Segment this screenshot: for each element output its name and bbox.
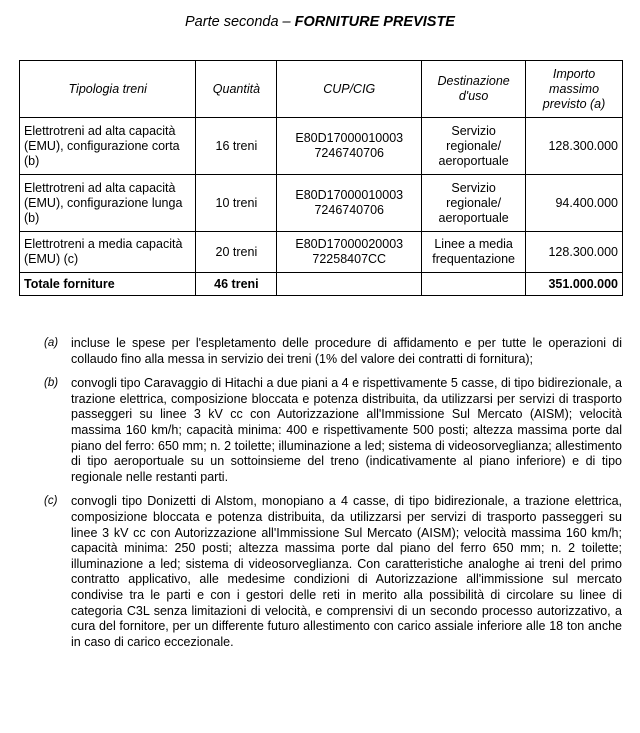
cell-cup-cig xyxy=(277,232,422,273)
footnote-label: (c) xyxy=(44,495,58,508)
cell-importo: 128.300.000 xyxy=(526,232,623,273)
title-prefix: Parte seconda – xyxy=(185,14,295,30)
page-title xyxy=(0,14,640,30)
header-tipologia: Tipologia treni xyxy=(20,61,196,118)
cell-destinazione: Linee a media frequentazione xyxy=(422,232,526,273)
footnote-text: convogli tipo Donizetti di Alstom, monopiano a 4 casse, di tipo bidirezionale, a trazione elettrica, composizione bloccata e potenza distribuita, da utilizzarsi per servizi di trasporto passeggeri su linee 3 kV cc con Autorizzazione all'Immissione Sul Mercato (AISM); velocità massima 160 km/h; capacità minima: 250 posti; altezza massima porte dal piano del ferro 650 mm; n. 2 toilette; illuminazione a led; sistema di videosorveglianza. Con caratteristiche analoghe ai treni del primo contratto applicativo, alle medesime condizioni di Autorizzazione all'immissione sul mercato condivise tra le parti e con i gestori delle reti in merito alla possibilità di circolare su linee di categoria C3L senza limitazioni di velocità, e comprensivi di un secondo processo autorizzativo, a cura del fornitore, per un differente futuro allestimento con carico assiale inferiore alle 18 ton anche in caso di carico eccezionale. xyxy=(71,494,622,649)
cell-quantita: 20 treni xyxy=(196,232,277,273)
header-importo: Importo massimo previsto (a) xyxy=(526,61,623,118)
footnote-b xyxy=(44,376,622,485)
cig-code: 72258407CC xyxy=(312,252,387,266)
table-header-row xyxy=(20,61,623,118)
footnote-label: (a) xyxy=(44,337,59,349)
cup-code: E80D17000010003 xyxy=(295,188,404,202)
footnote-text: incluse le spese per l'espletamento delle procedure di affidamento e per tutte le operazioni di collaudo fino alla messa in servizio dei treni (1% del valore dei contratti di fornitura); xyxy=(71,336,622,366)
footnote-text: convogli tipo Caravaggio di Hitachi a due piani a 4 e rispettivamente 5 casse, di tipo bidirezionale, a trazione elettrica, composizione bloccata e potenza distribuita, da utilizzarsi per servizi di trasporto passeggeri su linee 3 kV cc con Autorizzazione all'Immissione Sul Mercato (AISM); velocità massima 160 km/h; capacità minima: 400 e rispettivamente 500 posti; altezza massima porte dal piano del ferro: 650 mm; n. 2 toilette; illuminazione a led; sistema di videosorveglianza; allestimento di tipo aeroportuale su un sottoinsieme del treno (indicativamente al piano inferiore) e di tipo regionale nelle restanti parti. xyxy=(71,376,622,484)
footnote-c xyxy=(44,494,622,650)
supplies-table xyxy=(19,60,623,296)
total-importo: 351.000.000 xyxy=(526,273,623,296)
header-destinazione: Destinazione d'uso xyxy=(422,61,526,118)
cell-destinazione: Servizio regionale/ aeroportuale xyxy=(422,118,526,175)
cell-importo: 94.400.000 xyxy=(526,175,623,232)
cell-importo: 128.300.000 xyxy=(526,118,623,175)
cell-cup-cig xyxy=(277,118,422,175)
total-empty-dest xyxy=(422,273,526,296)
cup-code: E80D17000020003 xyxy=(295,237,404,251)
total-quantita: 46 treni xyxy=(196,273,277,296)
cup-code: E80D17000010003 xyxy=(295,131,404,145)
footnote-label: (b) xyxy=(44,377,59,390)
header-cup-cig: CUP/CIG xyxy=(277,61,422,118)
cell-destinazione: Servizio regionale/ aeroportuale xyxy=(422,175,526,232)
cell-quantita: 16 treni xyxy=(196,118,277,175)
header-quantita: Quantità xyxy=(196,61,277,118)
total-label: Totale forniture xyxy=(20,273,196,296)
cig-code: 7246740706 xyxy=(314,203,384,217)
table-row xyxy=(20,232,623,273)
footnotes xyxy=(44,336,622,659)
table-row xyxy=(20,118,623,175)
cell-quantita: 10 treni xyxy=(196,175,277,232)
cell-cup-cig xyxy=(277,175,422,232)
total-empty-cup xyxy=(277,273,422,296)
cell-tipologia: Elettrotreni ad alta capacità (EMU), configurazione corta (b) xyxy=(20,118,196,175)
cell-tipologia: Elettrotreni ad alta capacità (EMU), configurazione lunga (b) xyxy=(20,175,196,232)
footnote-a xyxy=(44,336,622,367)
cig-code: 7246740706 xyxy=(314,146,384,160)
title-bold: FORNITURE PREVISTE xyxy=(294,14,455,30)
cell-tipologia: Elettrotreni a media capacità (EMU) (c) xyxy=(20,232,196,273)
table-row xyxy=(20,175,623,232)
total-row xyxy=(20,273,623,296)
